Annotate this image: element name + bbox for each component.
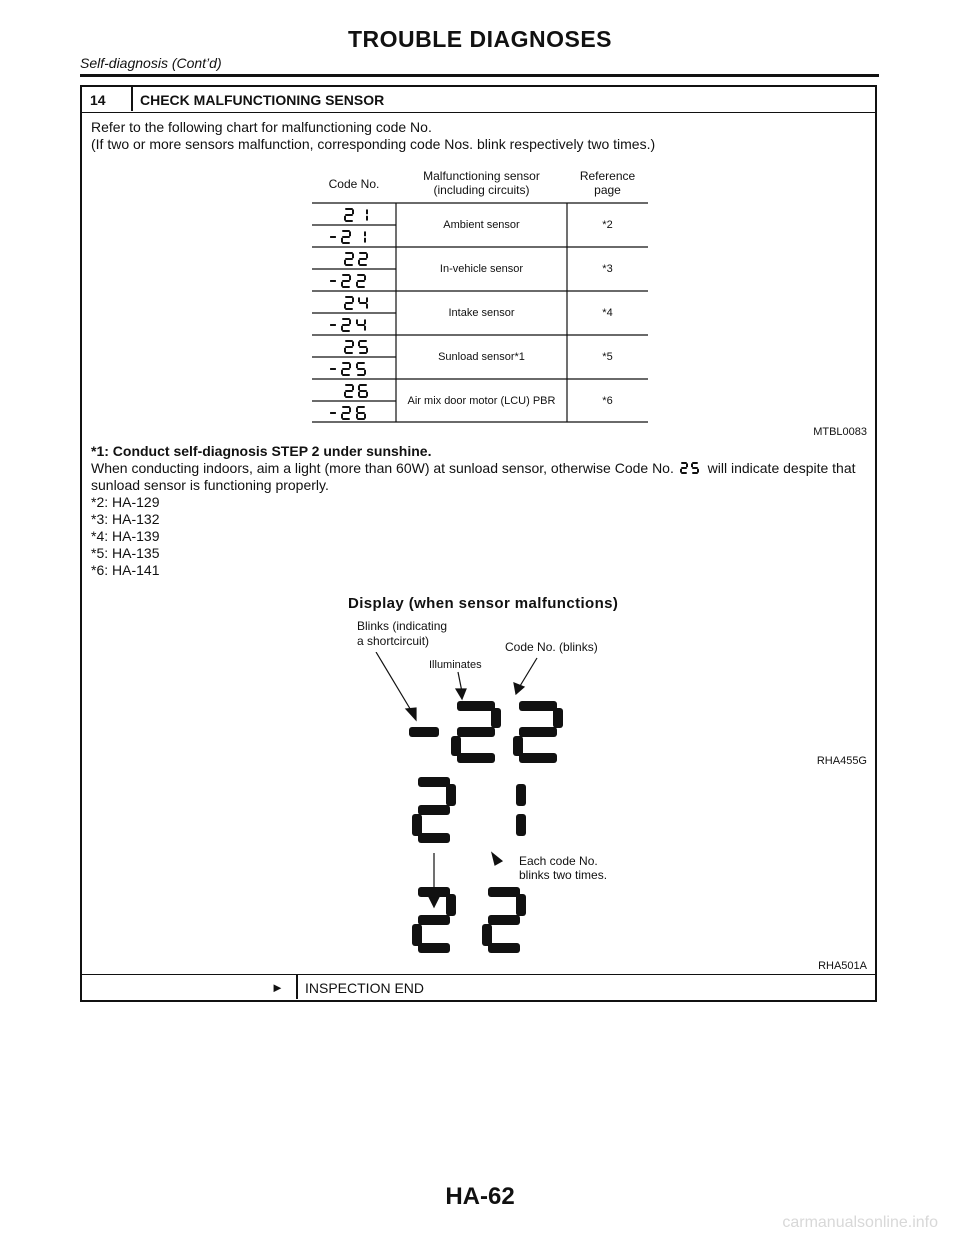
sequence-code-second — [410, 885, 554, 960]
segment-b — [516, 894, 526, 916]
segment-d — [519, 753, 557, 763]
segment-g — [681, 467, 687, 469]
segment-f — [358, 297, 360, 302]
segment-g — [359, 346, 367, 348]
segment-g — [345, 390, 353, 392]
segment-a — [418, 777, 450, 787]
segment-g — [345, 214, 353, 216]
negative-code-cell — [328, 404, 373, 427]
header-sensor-line2: (including circuits) — [433, 183, 530, 197]
label-illuminates: Illuminates — [429, 659, 482, 671]
segment-a — [345, 208, 353, 210]
segment-b — [553, 708, 563, 728]
code-neg-21-glyph — [328, 228, 373, 246]
segment-g — [457, 727, 495, 737]
reference-cell: *2 — [602, 219, 613, 231]
arrow-head-code — [514, 683, 524, 694]
segment-b — [366, 297, 368, 302]
segment-e — [341, 370, 343, 375]
segment-c — [364, 414, 366, 419]
code-cell — [342, 250, 374, 273]
segment-g — [418, 805, 450, 815]
segment-b — [352, 209, 354, 214]
page-heading: TROUBLE DIAGNOSES — [347, 26, 613, 52]
segment-e — [412, 924, 422, 946]
segment-e — [344, 348, 346, 353]
segment-g — [330, 280, 336, 282]
segment-e — [341, 326, 343, 331]
header-code-no: Code No. — [328, 177, 380, 191]
segment-d — [418, 833, 450, 843]
segment-f — [358, 341, 360, 346]
label-blinks — [357, 619, 447, 649]
segment-g — [359, 258, 367, 260]
segment-e — [341, 414, 343, 419]
header-reference-line1: Reference — [579, 169, 636, 183]
display-figure-title: Display (when sensor malfunctions) — [348, 595, 619, 612]
reference-cell: *4 — [602, 307, 613, 319]
segment-a — [457, 701, 495, 711]
sequence-digits-second — [410, 885, 554, 955]
segment-f — [358, 385, 360, 390]
display-reading-minus-22 — [407, 699, 577, 770]
segment-e — [412, 814, 422, 836]
segment-g — [342, 412, 350, 414]
inline-code-glyph — [678, 460, 704, 476]
step-number: 14 — [90, 92, 106, 108]
sensor-name-cell: Ambient sensor — [443, 219, 520, 231]
segment-f — [356, 363, 358, 368]
code-22-glyph — [342, 250, 374, 268]
note-1-text-b: will indicate despite that — [707, 460, 856, 476]
segment-e — [344, 260, 346, 265]
segment-a — [345, 296, 353, 298]
segment-b — [349, 407, 351, 412]
header-sensor-line1: Malfunctioning sensor — [423, 169, 540, 183]
segment-b — [352, 385, 354, 390]
segment-a — [342, 318, 350, 320]
note-1-line-c: sunload sensor is functioning properly. — [91, 477, 329, 493]
segment-d — [345, 396, 353, 398]
segment-d — [359, 264, 367, 266]
negative-code-cell — [328, 360, 373, 383]
sequence-digits-first — [410, 775, 554, 845]
segment-d — [342, 330, 350, 332]
segment-a — [342, 362, 350, 364]
segment-d — [359, 352, 367, 354]
code-cell — [342, 294, 374, 317]
segment-c — [366, 348, 368, 353]
sequence-note-line2: blinks two times. — [519, 868, 608, 882]
segment-b — [366, 209, 368, 214]
segment-a — [342, 230, 350, 232]
segment-b — [366, 253, 368, 258]
segment-b — [364, 319, 366, 324]
segment-a — [357, 274, 365, 276]
display-figure-id: RHA455G — [816, 755, 867, 767]
segment-d — [681, 472, 687, 474]
segment-b — [686, 463, 688, 467]
segment-e — [482, 924, 492, 946]
negative-code-cell — [328, 272, 373, 295]
step-end-row — [82, 974, 875, 1000]
segment-c — [366, 392, 368, 397]
sequence-note-line1: Each code No. — [519, 854, 598, 868]
reference-cell: *3 — [602, 263, 613, 275]
segment-a — [692, 462, 698, 464]
segment-g — [418, 915, 450, 925]
intro-line-2: (If two or more sensors malfunction, corresponding code Nos. blink respectively two times.) — [91, 136, 656, 152]
segment-g — [519, 727, 557, 737]
code-24-glyph — [342, 294, 374, 312]
segment-d — [342, 286, 350, 288]
segment-a — [359, 252, 367, 254]
segment-e — [341, 238, 343, 243]
step-header-row — [82, 87, 875, 113]
segment-d — [357, 418, 365, 420]
segment-a — [359, 384, 367, 386]
segment-e — [356, 282, 358, 287]
segment-b — [352, 253, 354, 258]
segment-d — [345, 352, 353, 354]
segment-e — [356, 414, 358, 419]
segment-g — [330, 324, 336, 326]
reference-cell: *6 — [602, 395, 613, 407]
segment-a — [418, 887, 450, 897]
segment-d — [692, 472, 698, 474]
segment-f — [691, 463, 693, 467]
segment-g — [330, 368, 336, 370]
segment-d — [418, 943, 450, 953]
header-sensor — [396, 169, 567, 197]
segment-g — [357, 412, 365, 414]
intro-line-1: Refer to the following chart for malfunctioning code No. — [91, 119, 432, 135]
segment-d — [345, 220, 353, 222]
segment-a — [359, 340, 367, 342]
segment-d — [342, 374, 350, 376]
segment-g — [330, 236, 336, 238]
ref-note-6: *6: HA-141 — [91, 562, 160, 578]
segment-a — [681, 462, 687, 464]
malfunction-code-table — [312, 165, 648, 423]
segment-a — [342, 406, 350, 408]
sensor-name-cell: Air mix door motor (LCU) PBR — [407, 395, 556, 407]
note-arrow-head — [492, 853, 502, 865]
segment-e — [344, 216, 346, 221]
segment-c — [364, 370, 366, 375]
segment-d — [345, 308, 353, 310]
segment-g — [359, 390, 367, 392]
segment-f — [356, 407, 358, 412]
code-cell — [342, 206, 374, 229]
code-cell — [342, 338, 374, 361]
segment-f — [356, 319, 358, 324]
arrow-head-illuminates — [456, 689, 466, 699]
code-cell — [342, 382, 374, 405]
table-figure-id: MTBL0083 — [813, 426, 867, 438]
segment-c — [366, 304, 368, 309]
segment-g — [342, 280, 350, 282]
segment-c — [366, 216, 368, 221]
segment-e — [344, 392, 346, 397]
segment-d — [488, 943, 520, 953]
header-reference — [567, 169, 648, 197]
segment-b — [446, 894, 456, 916]
code-neg-25-glyph — [328, 360, 373, 378]
page-number: HA-62 — [445, 1183, 515, 1210]
segment-g — [342, 236, 350, 238]
segment-a — [345, 252, 353, 254]
next-arrow-icon: ► — [271, 980, 284, 995]
label-blinks-line1: Blinks (indicating — [357, 619, 448, 633]
step-divider — [131, 87, 133, 111]
sequence-note — [519, 854, 607, 882]
segment-b — [349, 363, 351, 368]
segment-a — [342, 274, 350, 276]
segment-d — [345, 264, 353, 266]
ref-note-5: *5: HA-135 — [91, 545, 160, 561]
code-neg-26-glyph — [328, 404, 373, 422]
header-reference-line2: page — [594, 183, 621, 197]
segment-a — [357, 362, 365, 364]
segment-g — [342, 368, 350, 370]
segment-g — [409, 727, 439, 737]
segment-g — [342, 324, 350, 326]
segment-c — [516, 814, 526, 836]
note-1-heading: *1: Conduct self-diagnosis STEP 2 under sunshine. — [91, 443, 432, 459]
code-neg-24-glyph — [328, 316, 373, 334]
segment-b — [516, 784, 526, 806]
segment-c — [364, 326, 366, 331]
segment-a — [357, 406, 365, 408]
segment-b — [349, 275, 351, 280]
segment-g — [345, 258, 353, 260]
sequence-code-first — [410, 775, 554, 850]
segment-d — [357, 374, 365, 376]
negative-code-cell — [328, 228, 373, 251]
segment-a — [488, 887, 520, 897]
segment-e — [344, 304, 346, 309]
section-subtitle: Self-diagnosis (Cont’d) — [80, 55, 222, 71]
sensor-name-cell: Sunload sensor*1 — [438, 351, 525, 363]
segment-g — [330, 412, 336, 414]
segment-b — [349, 231, 351, 236]
segment-g — [359, 302, 367, 304]
code-21-glyph — [342, 206, 374, 224]
segment-g — [357, 280, 365, 282]
segment-b — [491, 708, 501, 728]
segment-g — [345, 346, 353, 348]
segment-e — [358, 260, 360, 265]
label-blinks-line2: a shortcircuit) — [357, 634, 430, 648]
segment-b — [446, 784, 456, 806]
segment-g — [357, 368, 365, 370]
segment-d — [359, 396, 367, 398]
end-divider — [296, 975, 298, 999]
segment-g — [488, 915, 520, 925]
negative-code-cell — [328, 316, 373, 339]
segment-a — [345, 384, 353, 386]
segment-e — [341, 282, 343, 287]
segment-d — [342, 242, 350, 244]
ref-note-4: *4: HA-139 — [91, 528, 160, 544]
diagnosis-step-box — [80, 85, 877, 1002]
segment-e — [513, 736, 523, 756]
header-rule — [80, 74, 879, 77]
segment-e — [451, 736, 461, 756]
segment-d — [457, 753, 495, 763]
segment-b — [349, 319, 351, 324]
code-25-glyph — [342, 338, 374, 356]
site-watermark: carmanualsonline.info — [782, 1214, 938, 1231]
sequence-figure-id: RHA501A — [818, 960, 867, 972]
segment-b — [364, 275, 366, 280]
segment-e — [358, 392, 360, 397]
segment-c — [364, 238, 366, 243]
segment-b — [352, 341, 354, 346]
code-neg-22-glyph — [328, 272, 373, 290]
reference-cell: *5 — [602, 351, 613, 363]
ref-note-2: *2: HA-129 — [91, 494, 160, 510]
inline-code-25 — [678, 460, 704, 480]
segment-d — [342, 418, 350, 420]
ref-note-3: *3: HA-132 — [91, 511, 160, 527]
step-title: CHECK MALFUNCTIONING SENSOR — [140, 92, 385, 108]
segment-d — [357, 286, 365, 288]
segment-a — [519, 701, 557, 711]
segment-g — [357, 324, 365, 326]
sensor-name-cell: In-vehicle sensor — [439, 263, 524, 275]
segment-a — [345, 340, 353, 342]
segment-b — [352, 297, 354, 302]
segment-g — [345, 302, 353, 304]
segment-b — [364, 231, 366, 236]
sensor-name-cell: Intake sensor — [448, 307, 515, 319]
label-code-blinks: Code No. (blinks) — [505, 640, 598, 654]
segment-g — [692, 467, 698, 469]
display-digits — [407, 699, 577, 765]
note-1-text-a: When conducting indoors, aim a light (more than 60W) at sunload sensor, otherwise Code No. — [91, 460, 674, 476]
code-26-glyph — [342, 382, 374, 400]
inspection-end-text: INSPECTION END — [305, 980, 425, 996]
